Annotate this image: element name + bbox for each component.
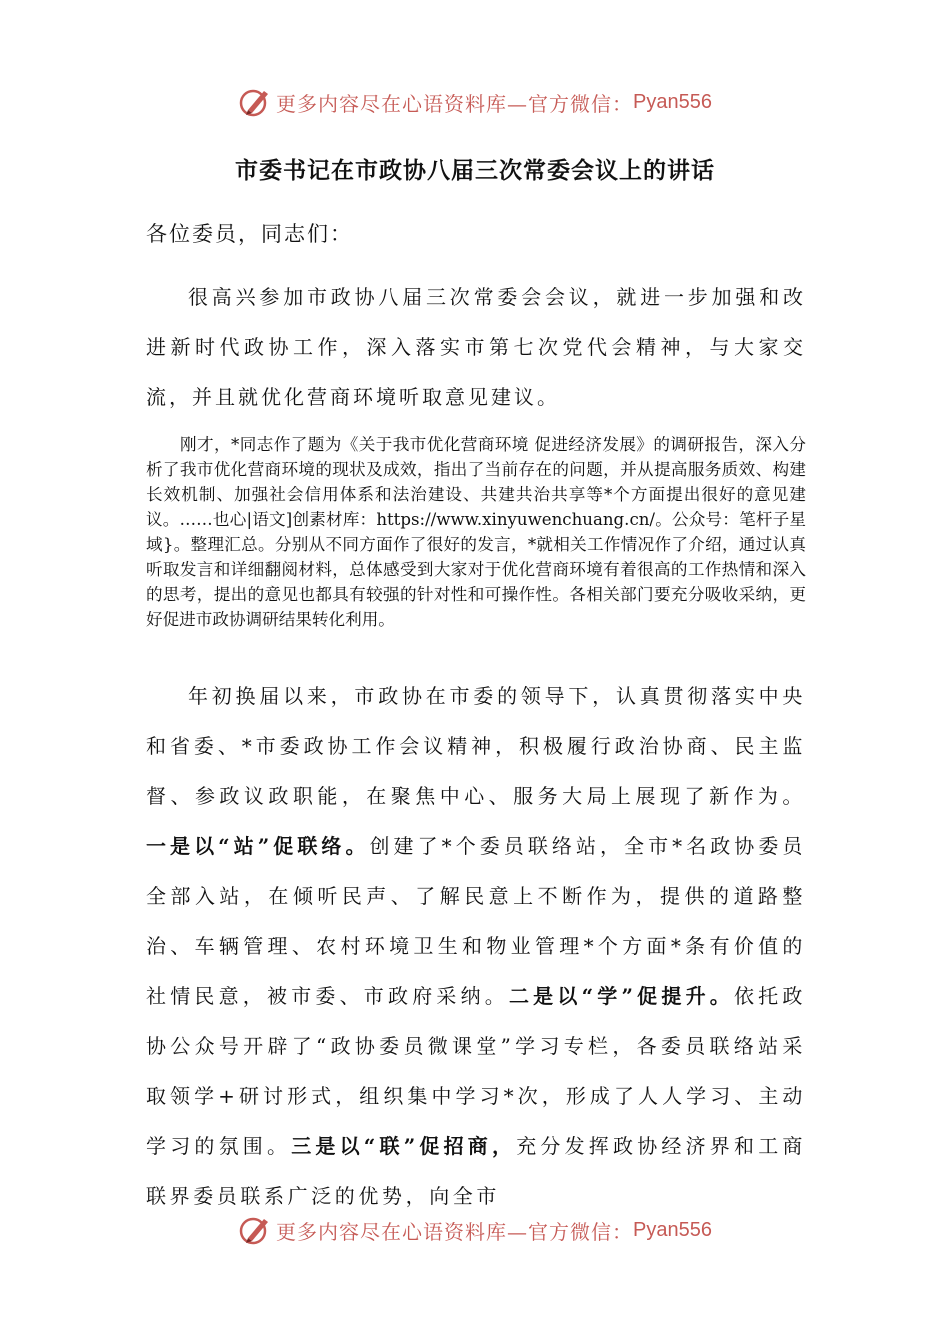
pen-logo-icon	[238, 85, 272, 119]
pen-logo-icon	[238, 1213, 272, 1247]
paragraph-3-text-2: 创建了*个委员联络站，全市*名政协委员全部入站，在倾听民声、了解民意上不断作为，提供的道路整治、车辆管理、农村环境卫生和物业管理*个方面*条有价值的社情民意，被市委、市政府采纳。	[146, 834, 806, 1008]
paragraph-3-text-3: 依托政协公众号开辟了“政协委员微课堂”学习专栏，各委员联络站采取领学+研讨形式，组织集中学习*次，形成了人人学习、主动学习的氛围。	[146, 984, 806, 1158]
point-one-heading: 一是以“站”促联络。	[146, 834, 370, 858]
watermark-wechat-id: Pyan556	[633, 90, 712, 113]
watermark-wechat-id: Pyan556	[633, 1218, 712, 1241]
paragraph-3-text-1: 年初换届以来，市政协在市委的领导下，认真贯彻落实中央和省委、*市委政协工作会议精神，积极履行政治协商、民主监督、参政议政职能，在聚焦中心、服务大局上展现了新作为。	[146, 684, 806, 808]
watermark-header	[0, 82, 950, 122]
watermark-footer	[0, 1210, 950, 1250]
paragraph-3	[146, 671, 806, 1221]
salutation: 各位委员，同志们：	[146, 222, 353, 246]
paragraph-1: 很高兴参加市政协八届三次常委会会议，就进一步加强和改进新时代政协工作，深入落实市第七次党代会精神，与大家交流，并且就优化营商环境听取意见建议。	[146, 285, 806, 409]
watermark-text: 更多内容尽在心语资料库—官方微信：	[276, 1219, 634, 1244]
document-title: 市委书记在市政协八届三次常委会议上的讲话	[235, 157, 715, 184]
point-three-heading: 三是以“联”促招商，	[291, 1134, 517, 1158]
paragraph-3-text-4: 充分发挥政协经济界和工商联界委员联系广泛的优势，向全市	[146, 1134, 806, 1208]
watermark-text: 更多内容尽在心语资料库—官方微信：	[276, 91, 634, 116]
point-two-heading: 二是以“学”促提升。	[508, 984, 734, 1008]
paragraph-2: 刚才，*同志作了题为《关于我市优化营商环境 促进经济发展》的调研报告，深入分析了我市优化营商环境的现状及成效，指出了当前存在的问题，并从提高服务质效、构建长效机制、加强社会信用体系和法治建设、共建共治共享等*个方面提出很好的意见建议。……也心|语文]创素材库：https://www.xinyuwenchuang.cn/。公众号：笔杆子星域}。整理汇总。分别从不同方面作了很好的发言，*就相关工作情况作了介绍，通过认真听取发言和详细翻阅材料，总体感受到大家对于优化营商环境有着很高的工作热情和深入的思考，提出的意见也都具有较强的针对性和可操作性。各相关部门要充分吸收采纳，更好促进市政协调研结果转化利用。	[146, 435, 806, 629]
